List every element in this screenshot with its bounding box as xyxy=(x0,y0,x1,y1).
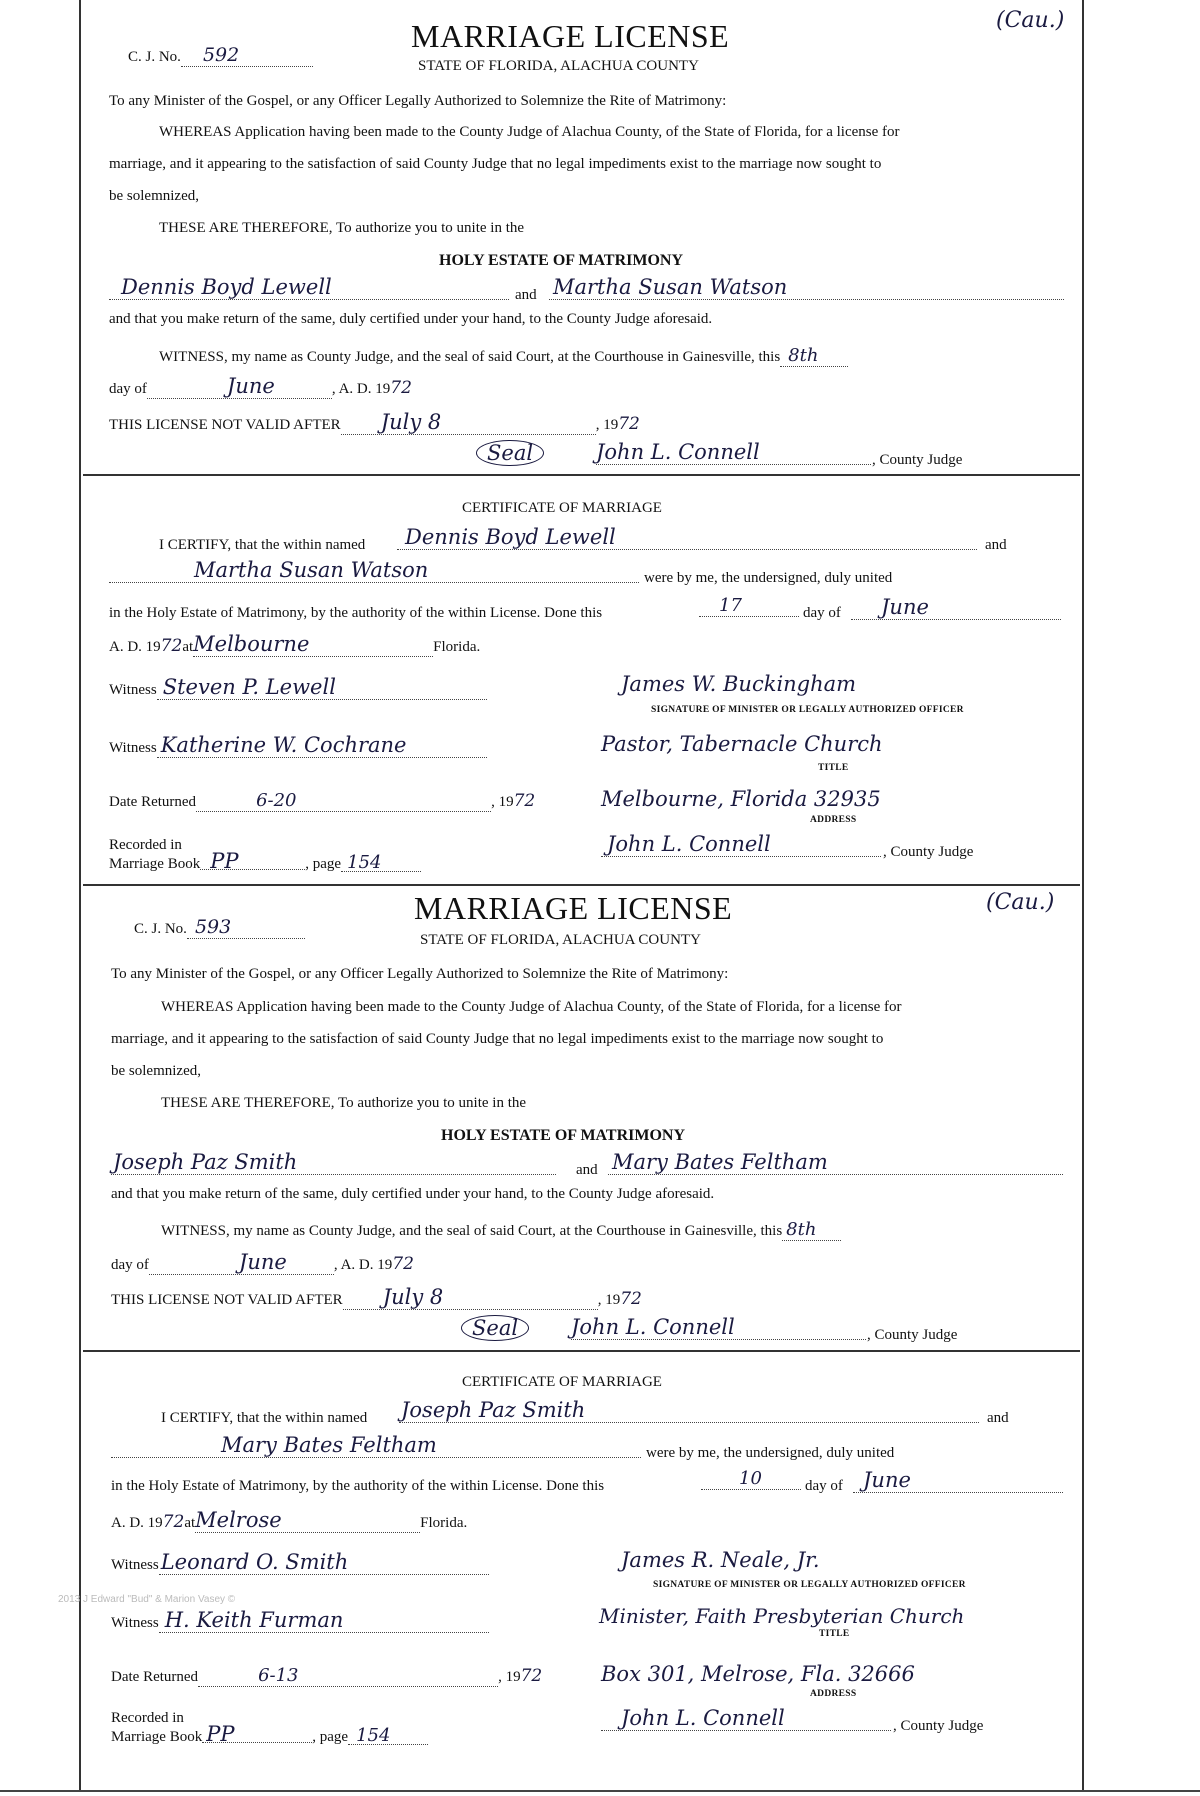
groom-name: Joseph Paz Smith xyxy=(111,1150,556,1175)
minister-signature: James W. Buckingham xyxy=(621,672,857,696)
ret-year: 72 xyxy=(513,791,536,811)
cert-groom: Joseph Paz Smith xyxy=(399,1398,979,1423)
day-of-line xyxy=(109,374,412,399)
state-county: STATE OF FLORIDA, ALACHUA COUNTY xyxy=(418,58,699,74)
judge-signature2-line xyxy=(601,832,1061,862)
judge-signature-2: John L. Connell xyxy=(601,1706,891,1731)
ad-place-line xyxy=(111,1508,467,1533)
recorded-in-label: Recorded in xyxy=(109,837,182,853)
book-id: PP xyxy=(202,1726,312,1743)
day-of2-label: day of xyxy=(803,605,841,621)
license-title: MARRIAGE LICENSE xyxy=(411,18,730,54)
bride-name: Martha Susan Watson xyxy=(549,275,1064,300)
done-month: June xyxy=(851,595,1061,620)
done-month: June xyxy=(853,1468,1063,1493)
signature-caption: SIGNATURE OF MINISTER OR LEGALLY AUTHORIZED OFFICER xyxy=(653,1580,966,1590)
cj-number: 593 xyxy=(187,916,305,939)
witness-text: WITNESS, my name as County Judge, and the seal of said Court, at the Courthouse in Gainesville, this xyxy=(159,349,781,365)
cj-label: C. J. No. xyxy=(134,921,187,937)
cert-and: and xyxy=(985,537,1007,553)
and-word: and xyxy=(515,287,537,303)
witness-line xyxy=(159,345,848,367)
minister-title: Minister, Faith Presbyterian Church xyxy=(599,1604,965,1628)
holy-estate-heading: HOLY ESTATE OF MATRIMONY xyxy=(441,1127,686,1144)
seal-mark: Seal xyxy=(461,1315,529,1341)
not-valid-line xyxy=(109,410,640,435)
recorded-in-block xyxy=(111,1710,428,1745)
county-judge-label-2: , County Judge xyxy=(893,1718,984,1734)
ret-year-prefix: , 19 xyxy=(491,794,514,810)
date-returned-line xyxy=(109,790,535,812)
witness1-label: Witness xyxy=(111,1557,159,1573)
holy-estate-heading: HOLY ESTATE OF MATRIMONY xyxy=(439,252,684,269)
groom-name: Dennis Boyd Lewell xyxy=(109,275,509,300)
holy-estate-text: in the Holy Estate of Matrimony, by the authority of the within License. Done this xyxy=(109,605,603,621)
witness-day: 8th xyxy=(782,1219,841,1241)
license-year: 72 xyxy=(392,1254,414,1274)
whereas-line-3: be solemnized, xyxy=(111,1063,201,1079)
book-id: PP xyxy=(200,853,305,870)
divider xyxy=(83,1350,1080,1352)
address-caption: ADDRESS xyxy=(810,1689,857,1699)
cj-number-line xyxy=(134,916,305,939)
done-day: 17 xyxy=(699,595,799,617)
date-returned-line xyxy=(111,1665,542,1687)
return-line: and that you make return of the same, duly certified under your hand, to the County Judge aforesaid. xyxy=(109,311,713,327)
at-label: at xyxy=(184,1515,196,1531)
minister-title: Pastor, Tabernacle Church xyxy=(601,732,883,756)
bride-united-line xyxy=(111,1433,1066,1463)
witness-text: WITNESS, my name as County Judge, and the seal of said Court, at the Courthouse in Gainesville, this xyxy=(161,1223,783,1239)
not-valid-year-prefix: , 19 xyxy=(597,1292,621,1308)
divider xyxy=(83,474,1080,476)
ad-label: , A. D. 19 xyxy=(333,1257,393,1273)
not-valid-year: 72 xyxy=(618,414,640,434)
return-line: and that you make return of the same, duly certified under your hand, to the County Judge aforesaid. xyxy=(111,1186,715,1202)
holy-estate-text: in the Holy Estate of Matrimony, by the authority of the within License. Done this xyxy=(111,1478,605,1494)
witness1-signature: Steven P. Lewell xyxy=(157,675,487,700)
minister-address: Box 301, Melrose, Fla. 32666 xyxy=(601,1662,915,1686)
certificate-title: CERTIFICATE OF MARRIAGE xyxy=(462,1374,662,1390)
ad2-label: A. D. 19 xyxy=(109,639,161,655)
cj-number: 592 xyxy=(181,44,313,67)
witness2-signature: Katherine W. Cochrane xyxy=(157,733,487,758)
were-by-me: were by me, the undersigned, duly united xyxy=(644,570,893,586)
ret-year-prefix: , 19 xyxy=(498,1669,521,1685)
date-returned: 6-20 xyxy=(196,790,491,812)
title-caption: TITLE xyxy=(819,1629,850,1639)
certify-line xyxy=(159,525,1059,555)
license-title: MARRIAGE LICENSE xyxy=(414,890,733,926)
seal-mark: Seal xyxy=(476,440,544,466)
ad-place-line xyxy=(109,632,480,657)
were-by-me: were by me, the undersigned, duly united xyxy=(646,1445,895,1461)
witness2-label: Witness xyxy=(109,740,157,756)
cert-groom: Dennis Boyd Lewell xyxy=(397,525,977,550)
county-judge-label: , County Judge xyxy=(872,452,963,468)
judge-signature2-line xyxy=(601,1706,1061,1736)
recorded-in-block xyxy=(109,837,421,872)
minister-address: Melbourne, Florida 32935 xyxy=(601,787,881,811)
judge-signature-line xyxy=(476,440,1056,474)
done-year: 72 xyxy=(162,1512,185,1532)
title-caption: TITLE xyxy=(818,763,849,773)
witness2-line xyxy=(111,1608,489,1633)
witness-line xyxy=(161,1219,841,1241)
done-day: 10 xyxy=(701,1468,801,1490)
day-of-line xyxy=(111,1250,414,1275)
minister-signature: James R. Neale, Jr. xyxy=(621,1548,820,1572)
couple-line xyxy=(111,1150,1066,1180)
done-line xyxy=(109,595,1064,625)
witness-day: 8th xyxy=(780,345,848,367)
at-label: at xyxy=(182,639,194,655)
corner-note: (Cau.) xyxy=(986,890,1055,915)
therefore-line: THESE ARE THEREFORE, To authorize you to unite in the xyxy=(159,220,525,236)
marriage-book-label: Marriage Book xyxy=(111,1729,203,1745)
not-valid-year-prefix: , 19 xyxy=(595,417,619,433)
license-separator xyxy=(83,884,1080,886)
address-caption: ADDRESS xyxy=(810,815,857,825)
witness1-line xyxy=(109,675,487,700)
bride-united-line xyxy=(109,558,1064,588)
date-returned-label: Date Returned xyxy=(111,1669,199,1685)
page-label: , page xyxy=(312,1729,349,1745)
certify-label: I CERTIFY, that the within named xyxy=(161,1410,368,1426)
corner-note: (Cau.) xyxy=(996,8,1065,33)
ret-year: 72 xyxy=(520,1666,543,1686)
certify-line xyxy=(161,1398,1061,1428)
marriage-place: Melrose xyxy=(195,1508,420,1533)
county-judge-label-2: , County Judge xyxy=(883,844,974,860)
whereas-line-1: WHEREAS Application having been made to the County Judge of Alachua County, of the State of Florida, for a license for xyxy=(161,999,902,1015)
bride-name: Mary Bates Feltham xyxy=(608,1150,1063,1175)
not-valid-date: July 8 xyxy=(341,410,596,435)
witness2-line xyxy=(109,733,487,758)
marriage-place: Melbourne xyxy=(193,632,433,657)
done-year: 72 xyxy=(160,636,183,656)
license-month: June xyxy=(147,374,332,399)
witness1-line xyxy=(111,1550,489,1575)
ad-label: , A. D. 19 xyxy=(331,381,391,397)
page-number: 154 xyxy=(348,1728,428,1745)
not-valid-year: 72 xyxy=(620,1289,642,1309)
page-number: 154 xyxy=(341,855,421,872)
therefore-line: THESE ARE THEREFORE, To authorize you to unite in the xyxy=(161,1095,527,1111)
judge-signature: John L. Connell xyxy=(596,440,871,465)
not-valid-label: THIS LICENSE NOT VALID AFTER xyxy=(109,417,341,433)
certificate-title: CERTIFICATE OF MARRIAGE xyxy=(462,500,662,516)
done-line xyxy=(111,1468,1066,1498)
county-judge-label: , County Judge xyxy=(867,1327,958,1343)
address-line: To any Minister of the Gospel, or any Officer Legally Authorized to Solemnize the Rite of Matrimony: xyxy=(109,93,727,109)
florida-label: Florida. xyxy=(420,1515,468,1531)
couple-line xyxy=(109,275,1064,305)
signature-caption: SIGNATURE OF MINISTER OR LEGALLY AUTHORIZED OFFICER xyxy=(651,705,964,715)
cj-number-line xyxy=(128,44,313,67)
witness2-signature: H. Keith Furman xyxy=(159,1608,489,1633)
not-valid-label: THIS LICENSE NOT VALID AFTER xyxy=(111,1292,343,1308)
cj-label: C. J. No. xyxy=(128,49,181,65)
judge-signature: John L. Connell xyxy=(571,1315,866,1340)
document-page xyxy=(79,0,1084,1790)
page-label: , page xyxy=(305,856,342,872)
witness2-label: Witness xyxy=(111,1615,159,1631)
marriage-book-label: Marriage Book xyxy=(109,856,201,872)
witness1-label: Witness xyxy=(109,682,157,698)
address-line: To any Minister of the Gospel, or any Officer Legally Authorized to Solemnize the Rite of Matrimony: xyxy=(111,966,729,982)
copyright-watermark: 2013 J Edward "Bud" & Marion Vasey © xyxy=(58,1594,236,1605)
whereas-line-3: be solemnized, xyxy=(109,188,199,204)
certify-label: I CERTIFY, that the within named xyxy=(159,537,366,553)
whereas-line-1: WHEREAS Application having been made to the County Judge of Alachua County, of the State of Florida, for a license for xyxy=(159,124,900,140)
day-of-label: day of xyxy=(111,1257,149,1273)
date-returned: 6-13 xyxy=(198,1665,498,1687)
judge-signature-line xyxy=(461,1315,1061,1349)
date-returned-label: Date Returned xyxy=(109,794,197,810)
ad2-label: A. D. 19 xyxy=(111,1515,163,1531)
not-valid-line xyxy=(111,1285,642,1310)
license-year: 72 xyxy=(390,378,412,398)
page-bottom-edge xyxy=(0,1790,1200,1792)
and-word: and xyxy=(576,1162,598,1178)
whereas-line-2: marriage, and it appearing to the satisfaction of said County Judge that no legal impediments exist to the marriage now sought to xyxy=(111,1031,884,1047)
witness1-signature: Leonard O. Smith xyxy=(159,1550,489,1575)
whereas-line-2: marriage, and it appearing to the satisfaction of said County Judge that no legal impediments exist to the marriage now sought to xyxy=(109,156,882,172)
license-month: June xyxy=(149,1250,334,1275)
state-county: STATE OF FLORIDA, ALACHUA COUNTY xyxy=(420,932,701,948)
cert-and: and xyxy=(987,1410,1009,1426)
not-valid-date: July 8 xyxy=(343,1285,598,1310)
cert-bride: Martha Susan Watson xyxy=(109,558,639,583)
judge-signature-2: John L. Connell xyxy=(601,832,881,857)
day-of2-label: day of xyxy=(805,1478,843,1494)
recorded-in-label: Recorded in xyxy=(111,1710,184,1726)
day-of-label: day of xyxy=(109,381,147,397)
florida-label: Florida. xyxy=(433,639,481,655)
cert-bride: Mary Bates Feltham xyxy=(111,1433,641,1458)
